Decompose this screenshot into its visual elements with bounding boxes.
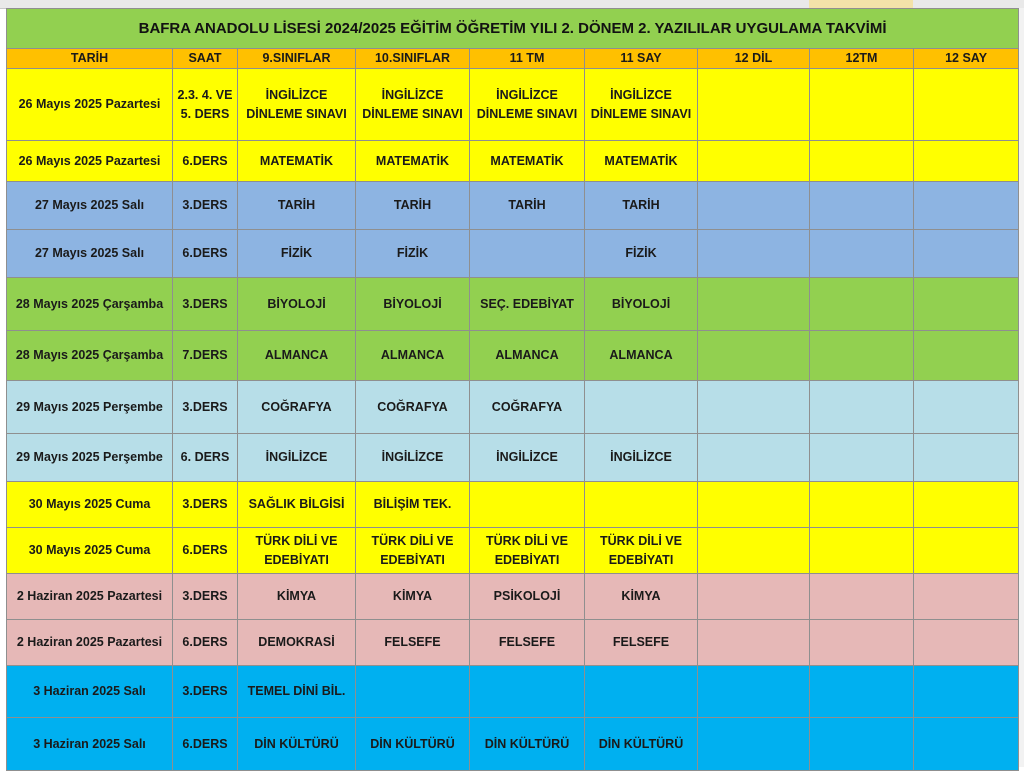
- exam-cell[interactable]: [698, 230, 810, 278]
- exam-cell[interactable]: BİYOLOJİ: [356, 278, 470, 331]
- date-cell[interactable]: 27 Mayıs 2025 Salı: [7, 182, 173, 230]
- exam-cell[interactable]: BİYOLOJİ: [238, 278, 356, 331]
- exam-cell[interactable]: BİYOLOJİ: [585, 278, 698, 331]
- exam-cell[interactable]: TEMEL DİNİ BİL.: [238, 666, 356, 718]
- exam-cell[interactable]: [914, 574, 1019, 620]
- exam-cell[interactable]: [698, 666, 810, 718]
- exam-cell[interactable]: [810, 528, 914, 574]
- title-row: [7, 9, 1019, 49]
- table-row: [7, 528, 1019, 574]
- exam-cell[interactable]: [698, 620, 810, 666]
- exam-cell[interactable]: [810, 69, 914, 141]
- exam-cell[interactable]: KİMYA: [356, 574, 470, 620]
- date-cell[interactable]: 30 Mayıs 2025 Cuma: [7, 528, 173, 574]
- exam-cell[interactable]: [356, 666, 470, 718]
- table-row: [7, 141, 1019, 182]
- exam-cell[interactable]: SEÇ. EDEBİYAT: [470, 278, 585, 331]
- exam-cell[interactable]: MATEMATİK: [585, 141, 698, 182]
- table-row: [7, 718, 1019, 771]
- exam-cell[interactable]: [914, 278, 1019, 331]
- period-cell[interactable]: 3.DERS: [173, 666, 238, 718]
- table-row: [7, 434, 1019, 482]
- exam-cell[interactable]: [698, 574, 810, 620]
- period-cell[interactable]: 3.DERS: [173, 182, 238, 230]
- date-cell[interactable]: 30 Mayıs 2025 Cuma: [7, 482, 173, 528]
- exam-cell[interactable]: [810, 381, 914, 434]
- header-cell[interactable]: SAAT: [173, 49, 238, 69]
- period-cell[interactable]: 6.DERS: [173, 718, 238, 771]
- exam-cell[interactable]: [810, 182, 914, 230]
- exam-cell[interactable]: İNGİLİZCE DİNLEME SINAVI: [356, 69, 470, 141]
- exam-cell[interactable]: COĞRAFYA: [238, 381, 356, 434]
- exam-cell[interactable]: FELSEFE: [585, 620, 698, 666]
- header-cell[interactable]: 11 SAY: [585, 49, 698, 69]
- period-cell[interactable]: 6.DERS: [173, 620, 238, 666]
- period-cell[interactable]: 6.DERS: [173, 230, 238, 278]
- schedule-title[interactable]: BAFRA ANADOLU LİSESİ 2024/2025 EĞİTİM ÖĞRETİM YILI 2. DÖNEM 2. YAZILILAR UYGULAMA TAKVİMİ: [7, 9, 1019, 49]
- exam-cell[interactable]: [914, 666, 1019, 718]
- exam-cell[interactable]: [698, 331, 810, 381]
- table-row: [7, 620, 1019, 666]
- table-row: [7, 381, 1019, 434]
- table-row: [7, 666, 1019, 718]
- date-cell[interactable]: 3 Haziran 2025 Salı: [7, 718, 173, 771]
- period-cell[interactable]: 3.DERS: [173, 381, 238, 434]
- exam-cell[interactable]: DİN KÜLTÜRÜ: [238, 718, 356, 771]
- date-cell[interactable]: 28 Mayıs 2025 Çarşamba: [7, 331, 173, 381]
- exam-cell[interactable]: FİZİK: [585, 230, 698, 278]
- exam-cell[interactable]: TARİH: [356, 182, 470, 230]
- table-row: [7, 482, 1019, 528]
- exam-cell[interactable]: BİLİŞİM TEK.: [356, 482, 470, 528]
- exam-cell[interactable]: [810, 434, 914, 482]
- exam-cell[interactable]: [698, 182, 810, 230]
- table-row: [7, 230, 1019, 278]
- exam-cell[interactable]: DİN KÜLTÜRÜ: [356, 718, 470, 771]
- exam-cell[interactable]: [810, 482, 914, 528]
- exam-cell[interactable]: [914, 620, 1019, 666]
- header-cell[interactable]: 12 DİL: [698, 49, 810, 69]
- exam-cell[interactable]: [914, 482, 1019, 528]
- exam-cell[interactable]: TÜRK DİLİ VE EDEBİYATI: [585, 528, 698, 574]
- exam-cell[interactable]: İNGİLİZCE: [470, 434, 585, 482]
- period-cell[interactable]: 2.3. 4. VE 5. DERS: [173, 69, 238, 141]
- exam-cell[interactable]: TÜRK DİLİ VE EDEBİYATI: [356, 528, 470, 574]
- period-cell[interactable]: 3.DERS: [173, 278, 238, 331]
- exam-cell[interactable]: FİZİK: [356, 230, 470, 278]
- exam-cell[interactable]: [698, 278, 810, 331]
- period-cell[interactable]: 6. DERS: [173, 434, 238, 482]
- exam-cell[interactable]: PSİKOLOJİ: [470, 574, 585, 620]
- exam-schedule-table: [6, 8, 1019, 771]
- exam-cell[interactable]: COĞRAFYA: [356, 381, 470, 434]
- table-row: [7, 331, 1019, 381]
- date-cell[interactable]: 29 Mayıs 2025 Perşembe: [7, 434, 173, 482]
- exam-cell[interactable]: İNGİLİZCE: [238, 434, 356, 482]
- table-row: [7, 182, 1019, 230]
- exam-cell[interactable]: DİN KÜLTÜRÜ: [470, 718, 585, 771]
- exam-cell[interactable]: [698, 482, 810, 528]
- exam-cell[interactable]: DİN KÜLTÜRÜ: [585, 718, 698, 771]
- exam-cell[interactable]: TÜRK DİLİ VE EDEBİYATI: [470, 528, 585, 574]
- exam-cell[interactable]: [470, 666, 585, 718]
- exam-cell[interactable]: TARİH: [238, 182, 356, 230]
- exam-cell[interactable]: [810, 718, 914, 771]
- exam-cell[interactable]: DEMOKRASİ: [238, 620, 356, 666]
- exam-cell[interactable]: [470, 482, 585, 528]
- date-cell[interactable]: 3 Haziran 2025 Salı: [7, 666, 173, 718]
- exam-cell[interactable]: [585, 666, 698, 718]
- exam-cell[interactable]: [914, 528, 1019, 574]
- table-row: [7, 278, 1019, 331]
- exam-cell[interactable]: SAĞLIK BİLGİSİ: [238, 482, 356, 528]
- exam-cell[interactable]: [914, 69, 1019, 141]
- exam-cell[interactable]: [698, 718, 810, 771]
- exam-cell[interactable]: [914, 182, 1019, 230]
- exam-cell[interactable]: FİZİK: [238, 230, 356, 278]
- period-cell[interactable]: 6.DERS: [173, 141, 238, 182]
- header-cell[interactable]: 9.SINIFLAR: [238, 49, 356, 69]
- exam-cell[interactable]: KİMYA: [585, 574, 698, 620]
- exam-cell[interactable]: MATEMATİK: [470, 141, 585, 182]
- exam-cell[interactable]: [914, 381, 1019, 434]
- exam-cell[interactable]: [810, 141, 914, 182]
- exam-cell[interactable]: FELSEFE: [356, 620, 470, 666]
- header-cell[interactable]: 11 TM: [470, 49, 585, 69]
- exam-cell[interactable]: MATEMATİK: [238, 141, 356, 182]
- period-cell[interactable]: 3.DERS: [173, 482, 238, 528]
- exam-cell[interactable]: [698, 141, 810, 182]
- table-row: [7, 69, 1019, 141]
- date-cell[interactable]: 2 Haziran 2025 Pazartesi: [7, 620, 173, 666]
- exam-cell[interactable]: ALMANCA: [238, 331, 356, 381]
- exam-cell[interactable]: [810, 278, 914, 331]
- header-cell[interactable]: 12 SAY: [914, 49, 1019, 69]
- exam-cell[interactable]: İNGİLİZCE: [356, 434, 470, 482]
- exam-cell[interactable]: TARİH: [470, 182, 585, 230]
- selected-column-header: [809, 0, 913, 8]
- exam-cell[interactable]: [810, 620, 914, 666]
- date-cell[interactable]: 26 Mayıs 2025 Pazartesi: [7, 141, 173, 182]
- exam-cell[interactable]: TÜRK DİLİ VE EDEBİYATI: [238, 528, 356, 574]
- header-cell[interactable]: 12TM: [810, 49, 914, 69]
- exam-cell[interactable]: İNGİLİZCE DİNLEME SINAVI: [470, 69, 585, 141]
- exam-cell[interactable]: [914, 718, 1019, 771]
- exam-cell[interactable]: [810, 666, 914, 718]
- exam-cell[interactable]: [585, 381, 698, 434]
- period-cell[interactable]: 7.DERS: [173, 331, 238, 381]
- exam-cell[interactable]: [585, 482, 698, 528]
- exam-cell[interactable]: [810, 230, 914, 278]
- exam-cell[interactable]: [914, 434, 1019, 482]
- exam-cell[interactable]: [698, 69, 810, 141]
- exam-cell[interactable]: [810, 331, 914, 381]
- date-cell[interactable]: 27 Mayıs 2025 Salı: [7, 230, 173, 278]
- exam-cell[interactable]: ALMANCA: [585, 331, 698, 381]
- exam-cell[interactable]: COĞRAFYA: [470, 381, 585, 434]
- date-cell[interactable]: 2 Haziran 2025 Pazartesi: [7, 574, 173, 620]
- exam-cell[interactable]: [698, 434, 810, 482]
- header-cell[interactable]: TARİH: [7, 49, 173, 69]
- exam-cell[interactable]: İNGİLİZCE DİNLEME SINAVI: [238, 69, 356, 141]
- header-cell[interactable]: 10.SINIFLAR: [356, 49, 470, 69]
- exam-cell[interactable]: [698, 528, 810, 574]
- table-row: [7, 574, 1019, 620]
- exam-cell[interactable]: MATEMATİK: [356, 141, 470, 182]
- exam-cell[interactable]: TARİH: [585, 182, 698, 230]
- exam-cell[interactable]: KİMYA: [238, 574, 356, 620]
- date-cell[interactable]: 28 Mayıs 2025 Çarşamba: [7, 278, 173, 331]
- exam-cell[interactable]: [810, 574, 914, 620]
- exam-cell[interactable]: FELSEFE: [470, 620, 585, 666]
- exam-cell[interactable]: İNGİLİZCE: [585, 434, 698, 482]
- header-row: [7, 49, 1019, 69]
- date-cell[interactable]: 29 Mayıs 2025 Perşembe: [7, 381, 173, 434]
- exam-cell[interactable]: [914, 141, 1019, 182]
- exam-cell[interactable]: [914, 331, 1019, 381]
- exam-cell[interactable]: [470, 230, 585, 278]
- exam-cell[interactable]: [698, 381, 810, 434]
- period-cell[interactable]: 3.DERS: [173, 574, 238, 620]
- period-cell[interactable]: 6.DERS: [173, 528, 238, 574]
- exam-cell[interactable]: ALMANCA: [470, 331, 585, 381]
- exam-cell[interactable]: ALMANCA: [356, 331, 470, 381]
- exam-cell[interactable]: [914, 230, 1019, 278]
- exam-cell[interactable]: İNGİLİZCE DİNLEME SINAVI: [585, 69, 698, 141]
- date-cell[interactable]: 26 Mayıs 2025 Pazartesi: [7, 69, 173, 141]
